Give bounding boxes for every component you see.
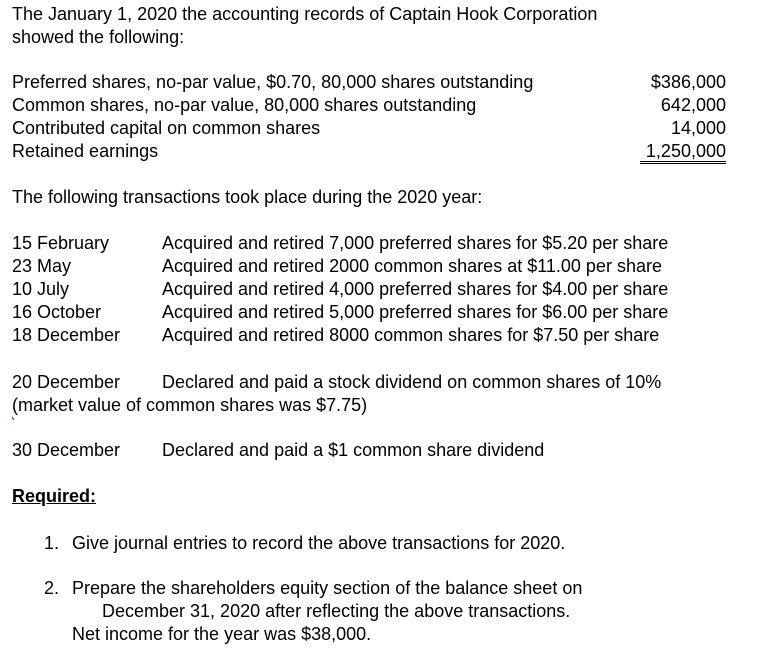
requirement-text-line-1: Prepare the shareholders equity section of the balance sheet on (72, 578, 583, 598)
txn-date: 16 October (12, 302, 102, 322)
txn-date: 23 May (12, 256, 72, 276)
required-heading: Required: (12, 486, 97, 506)
txn-desc: Acquired and retired 2000 common shares at $11.00 per share (162, 256, 662, 276)
intro-line-1: The January 1, 2020 the accounting records of Captain Hook Corporation (12, 4, 598, 24)
requirement-text-line-2: December 31, 2020 after reflecting the above transactions. (102, 601, 571, 621)
requirement-text-line-3: Net income for the year was $38,000. (72, 624, 372, 644)
txn-desc: Acquired and retired 5,000 preferred shares for $6.00 per share (162, 302, 669, 322)
txn-desc: Acquired and retired 8000 common shares for $7.50 per share (162, 325, 660, 345)
cash-dividend-desc: Declared and paid a $1 common share dividend (162, 440, 545, 460)
spellcheck-mark: ( (12, 395, 18, 415)
balance-label-retained: Retained earnings (12, 141, 159, 161)
balance-amount-preferred: $386,000 (650, 72, 726, 92)
dividend-desc: Declared and paid a stock dividend on common shares of 10% (162, 372, 662, 392)
txn-date: 18 December (12, 325, 121, 345)
balance-label-common: Common shares, no-par value, 80,000 shares outstanding (12, 95, 477, 115)
transactions-heading: The following transactions took place during the 2020 year: (12, 187, 483, 207)
txn-desc: Acquired and retired 7,000 preferred shares for $5.20 per share (162, 233, 669, 253)
dividend-continuation (12, 394, 367, 417)
dividend-date: 20 December (12, 372, 121, 392)
txn-date: 10 July (12, 279, 70, 299)
requirement-number: 1. (44, 533, 60, 553)
balance-amount-retained: 1,250,000 (640, 142, 726, 164)
balance-amount-contributed: 14,000 (670, 118, 726, 138)
requirement-text: Give journal entries to record the above transactions for 2020. (72, 533, 566, 553)
intro-text (12, 3, 597, 49)
requirement-number: 2. (44, 578, 60, 598)
txn-date: 15 February (12, 233, 110, 253)
txn-desc: Acquired and retired 4,000 preferred shares for $4.00 per share (162, 279, 669, 299)
dividend-continuation-text: market value of common shares was $7.75) (18, 395, 368, 415)
balance-amount-common: 642,000 (660, 95, 726, 115)
cash-dividend-date: 30 December (12, 440, 121, 460)
balance-label-preferred: Preferred shares, no-par value, $0.70, 80,000 shares outstanding (12, 72, 534, 92)
intro-line-2: showed the following: (12, 27, 185, 47)
balance-label-contributed: Contributed capital on common shares (12, 118, 321, 138)
